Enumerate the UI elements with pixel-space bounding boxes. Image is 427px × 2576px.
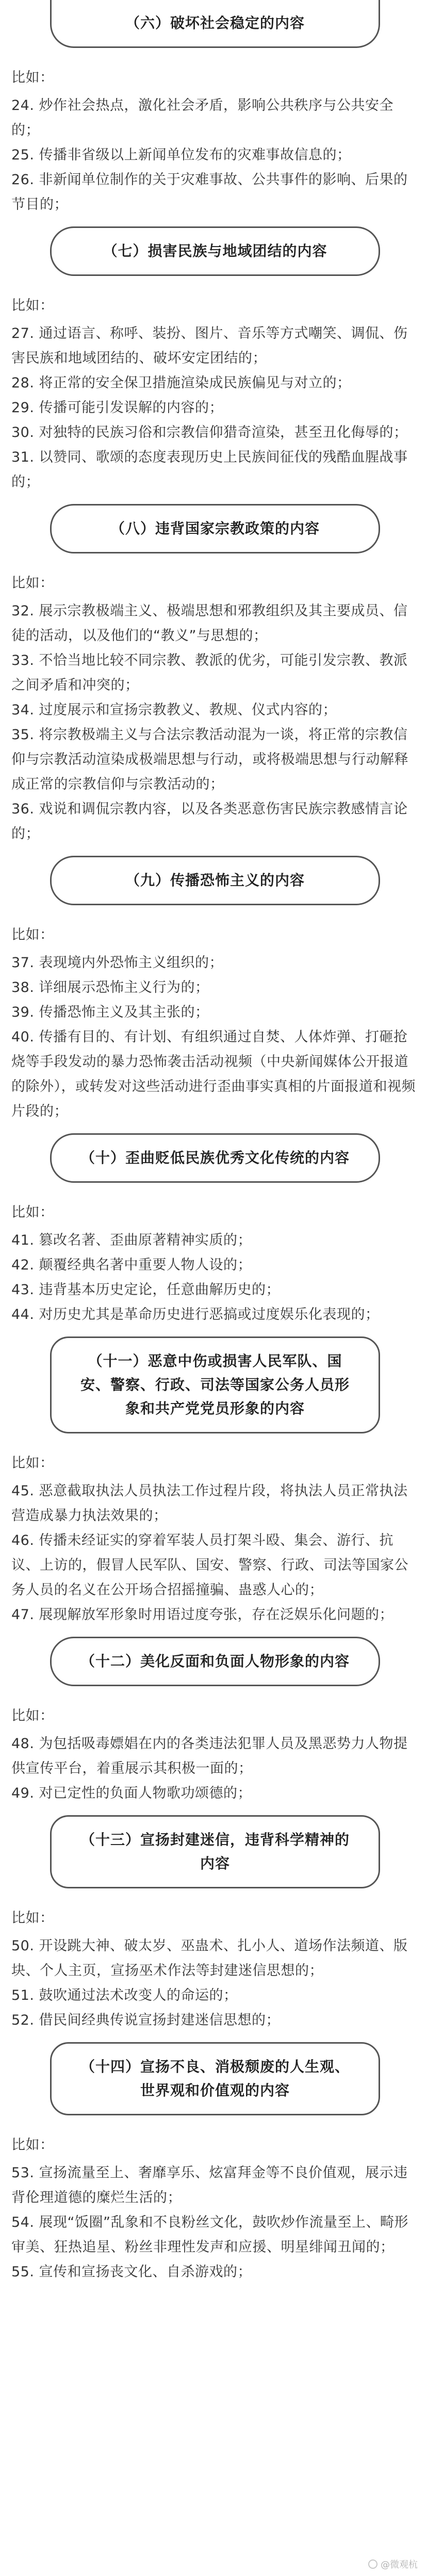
section-list	[11, 1906, 419, 2033]
section-list	[11, 923, 419, 1124]
list-item: 44. 对历史尤其是革命历史进行恶搞或过度娱乐化表现的；	[11, 1307, 380, 1323]
list-item: 47. 展现解放军形象时用语过度夸张，存在泛娱乐化问题的；	[11, 1607, 394, 1623]
list-intro: 比如：	[11, 298, 54, 314]
section-list	[11, 2133, 419, 2285]
section-list	[11, 1451, 419, 1627]
list-item: 35. 将宗教极端主义与合法宗教活动混为一谈，将正常的宗教信仰与宗教活动渲染成极端思想与行动，或将极端思想与行动解释成正常的宗教信仰与宗教活动的；	[11, 727, 408, 792]
section-heading	[50, 856, 380, 905]
list-item: 26. 非新闻单位制作的关于灾难事故、公共事件的影响、后果的节目的；	[11, 172, 408, 213]
section-heading	[50, 1637, 380, 1686]
section-title-line: （六）破坏社会稳定的内容	[125, 14, 305, 31]
section-heading	[50, 1815, 380, 1888]
section-title-line: （九）传播恐怖主义的内容	[125, 872, 305, 889]
section-title-line: 象和共产党党员形象的内容	[125, 1400, 305, 1417]
list-item: 39. 传播恐怖主义及其主张的；	[11, 1004, 209, 1020]
list-intro: 比如：	[11, 1708, 54, 1724]
section-list	[11, 571, 419, 846]
list-intro: 比如：	[11, 1204, 54, 1220]
list-item: 42. 颠覆经典名著中重要人物人设的；	[11, 1257, 252, 1273]
list-item: 33. 不恰当地比较不同宗教、教派的优劣，可能引发宗教、教派之间矛盾和冲突的；	[11, 653, 408, 693]
section-title-line: 安、警察、行政、司法等国家公务人员形	[80, 1376, 350, 1393]
list-intro: 比如：	[11, 2137, 54, 2153]
list-item: 40. 传播有目的、有计划、有组织通过自焚、人体炸弹、打砸抢烧等手段发动的暴力恐怖袭击活动视频（中央新闻媒体公开报道的除外），或转发对这些活动进行歪曲事实真相的片面报道和视频片段的；	[11, 1029, 416, 1119]
list-item: 50. 开设跳大神、破太岁、巫蛊术、扎小人、道场作法频道、版块、个人主页，宣扬巫术作法等封建迷信思想的；	[11, 1938, 408, 1979]
list-item: 51. 鼓吹通过法术改变人的命运的；	[11, 1987, 238, 2003]
section-heading	[50, 226, 380, 276]
section-title-line: （八）违背国家宗教政策的内容	[110, 520, 320, 537]
list-item: 29. 传播可能引发误解的内容的；	[11, 400, 224, 416]
list-item: 37. 表现境内外恐怖主义组织的；	[11, 955, 224, 971]
list-intro: 比如：	[11, 70, 54, 86]
list-item: 38. 详细展示恐怖主义行为的；	[11, 980, 209, 996]
list-item: 28. 将正常的安全保卫措施渲染成民族偏见与对立的；	[11, 375, 351, 391]
list-intro: 比如：	[11, 1910, 54, 1926]
list-item: 53. 宣扬流量至上、奢靡享乐、炫富拜金等不良价值观，展示违背伦理道德的糜烂生活的；	[11, 2165, 408, 2206]
section-title-line: （十四）宣扬不良、消极颓废的人生观、	[80, 2058, 350, 2075]
section-list	[11, 66, 419, 217]
section-list	[11, 1200, 419, 1327]
section-heading	[50, 1133, 380, 1183]
list-item: 36. 戏说和调侃宗教内容，以及各类恶意伤害民族宗教感情言论的；	[11, 801, 408, 842]
list-item: 54. 展现“饭圈”乱象和不良粉丝文化，鼓吹炒作流量至上、畸形审美、狂热追星、粉丝非理性发声和应援、明星绯闻丑闻的；	[11, 2214, 408, 2255]
list-item: 45. 恶意截取执法人员执法工作过程片段，将执法人员正常执法营造成暴力执法效果的；	[11, 1483, 408, 1524]
watermark-text: @微观杭	[381, 2559, 418, 2570]
section-title-line: （十）歪曲贬低民族优秀文化传统的内容	[80, 1149, 350, 1166]
section-title-line: 世界观和价值观的内容	[140, 2082, 290, 2099]
section-title-line: （十三）宣扬封建迷信，违背科学精神的	[80, 1831, 350, 1848]
list-item: 49. 对已定性的负面人物歌功颂德的；	[11, 1785, 252, 1801]
section-heading	[50, 504, 380, 553]
list-item: 41. 篡改名著、歪曲原著精神实质的；	[11, 1232, 252, 1248]
list-intro: 比如：	[11, 575, 54, 591]
list-intro: 比如：	[11, 1455, 54, 1471]
watermark	[368, 2557, 418, 2571]
section-title-line: （十一）恶意中伤或损害人民军队、国	[88, 1352, 342, 1369]
list-item: 48. 为包括吸毒嫖娼在内的各类违法犯罪人员及黑恶势力人物提供宣传平台，着重展示其积极一面的；	[11, 1736, 408, 1776]
list-item: 27. 通过语言、称呼、装扮、图片、音乐等方式嘲笑、调侃、伤害民族和地域团结的、破坏安定团结的；	[11, 325, 408, 366]
section-title-line: （七）损害民族与地域团结的内容	[103, 242, 327, 259]
list-item: 43. 违背基本历史定论，任意曲解历史的；	[11, 1282, 281, 1298]
list-item: 25. 传播非省级以上新闻单位发布的灾难事故信息的；	[11, 147, 351, 163]
section-list	[11, 294, 419, 495]
weibo-logo-icon	[368, 2559, 377, 2569]
list-item: 52. 借民间经典传说宣扬封建迷信思想的；	[11, 2012, 281, 2028]
list-item: 46. 传播未经证实的穿着军装人员打架斗殴、集会、游行、抗议、上访的，假冒人民军队、国安、警察、行政、司法等国家公务人员的名义在公开场合招摇撞骗、蛊惑人心的；	[11, 1532, 408, 1598]
list-item: 31. 以赞同、歌颂的态度表现历史上民族间征伐的残酷血腥战事的；	[11, 449, 408, 490]
list-item: 24. 炒作社会热点，激化社会矛盾，影响公共秩序与公共安全的；	[11, 97, 394, 138]
section-list	[11, 1704, 419, 1806]
section-heading	[50, 0, 380, 48]
section-heading	[50, 1336, 380, 1433]
list-item: 55. 宣传和宣扬丧文化、自杀游戏的；	[11, 2264, 252, 2280]
section-heading	[50, 2042, 380, 2115]
list-item: 34. 过度展示和宣扬宗教教义、教规、仪式内容的；	[11, 702, 337, 718]
section-title-line: 内容	[200, 1855, 230, 1872]
list-item: 30. 对独特的民族习俗和宗教信仰猎奇渲染，甚至丑化侮辱的；	[11, 425, 408, 441]
list-intro: 比如：	[11, 927, 54, 943]
list-item: 32. 展示宗教极端主义、极端思想和邪教组织及其主要成员、信徒的活动，以及他们的“教义”与思想的；	[11, 603, 408, 644]
section-title-line: （十二）美化反面和负面人物形象的内容	[80, 1653, 350, 1670]
